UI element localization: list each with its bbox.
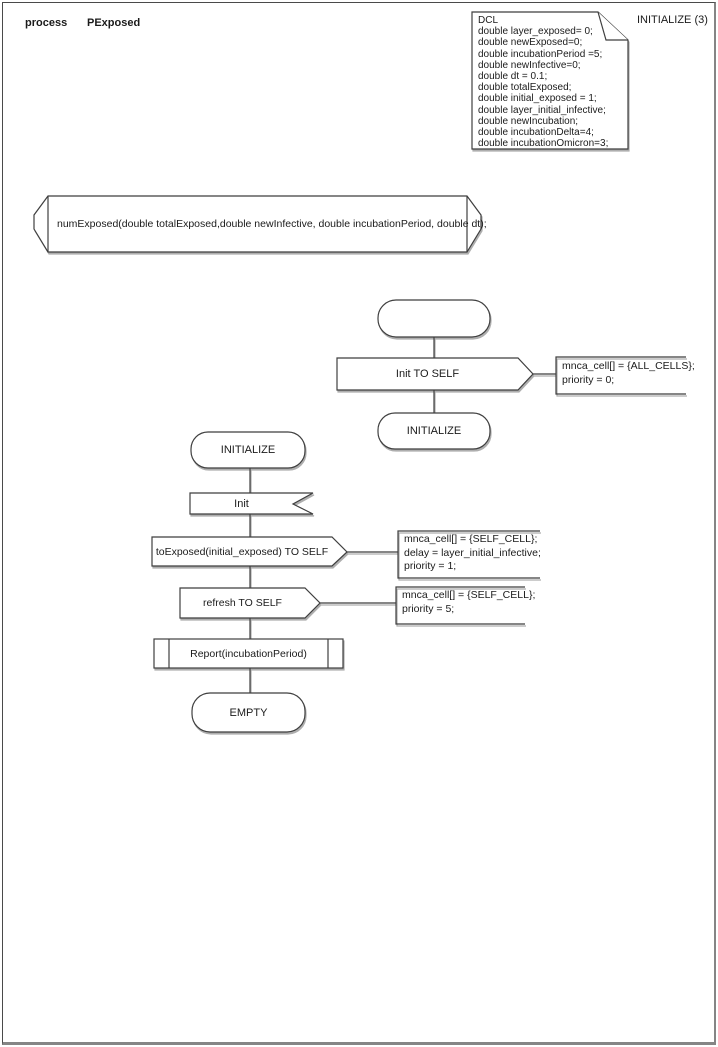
dcl-line: double dt = 0.1;: [478, 71, 548, 83]
output-label-toexposed: toExposed(initial_exposed) TO SELF: [155, 545, 329, 558]
page-label: INITIALIZE (3): [637, 14, 708, 26]
dcl-declarations: [478, 15, 608, 149]
comment-text-toexposed: mnca_cell[] = {SELF_CELL}; delay = layer_initial_infective; priority = 1;: [404, 533, 541, 572]
comment-text-all-cells: mnca_cell[] = {ALL_CELLS}; priority = 0;: [562, 360, 695, 386]
input-label-init: Init: [234, 497, 249, 510]
dcl-line: double newInfective=0;: [478, 59, 581, 71]
dcl-line: double incubationPeriod =5;: [478, 48, 603, 60]
dcl-line: double incubationDelta=4;: [478, 127, 594, 139]
comment-text-refresh: mnca_cell[] = {SELF_CELL}; priority = 5;: [402, 589, 536, 615]
dcl-line: double newIncubation;: [478, 115, 579, 127]
output-label-refresh: refresh TO SELF: [203, 597, 282, 609]
dcl-line: double incubationOmicron=3;: [478, 138, 609, 150]
state-label-initialize: INITIALIZE: [220, 444, 276, 456]
procedure-signature-text: numExposed(double totalExposed,double newInfective, double incubationPeriod, double dt);: [57, 218, 487, 230]
state-label-empty: EMPTY: [229, 706, 268, 719]
dcl-line: DCL: [478, 15, 499, 26]
dcl-line: double layer_initial_infective;: [478, 104, 606, 116]
dcl-line: double newExposed=0;: [478, 37, 583, 49]
process-kind-label: process: [25, 17, 68, 29]
dcl-line: double layer_exposed= 0;: [478, 26, 593, 38]
dcl-line: double totalExposed;: [478, 82, 572, 94]
dcl-line: double initial_exposed = 1;: [478, 93, 597, 105]
start-symbol[interactable]: [378, 300, 490, 337]
process-name: PExposed: [87, 17, 141, 29]
state-label-initialize-next: INITIALIZE: [406, 425, 462, 437]
procedure-call-label-report: Report(incubationPeriod): [190, 647, 307, 660]
output-label-init-to-self: Init TO SELF: [395, 368, 460, 380]
